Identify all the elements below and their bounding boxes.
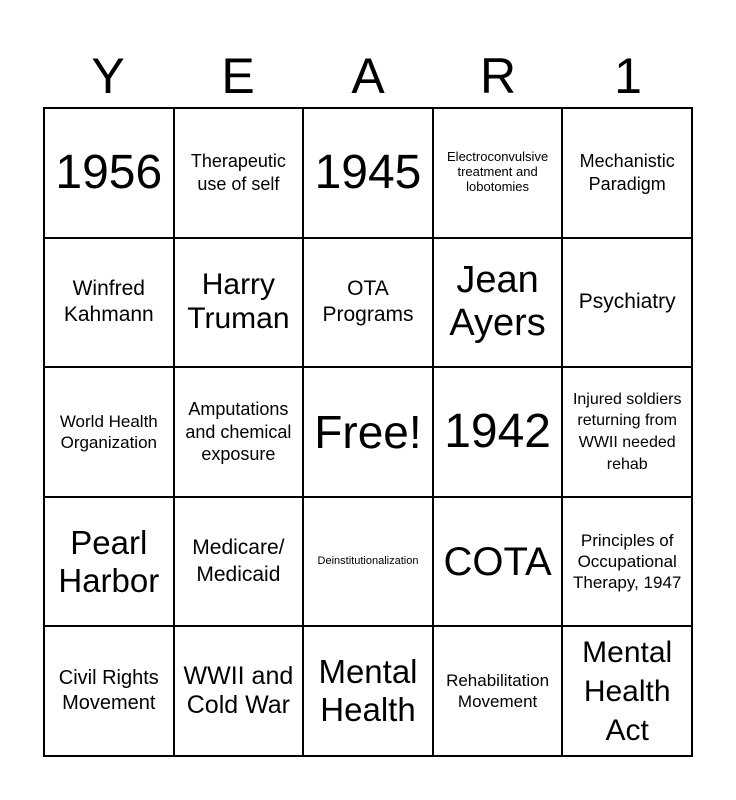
cell-text: Psychiatry [578, 290, 676, 314]
cell-text: Amputations and chemical exposure [185, 399, 292, 465]
bingo-cell-r5c4[interactable] [433, 626, 563, 756]
bingo-cell-r5c3[interactable] [303, 626, 433, 756]
bingo-header [43, 48, 693, 103]
bingo-board [43, 107, 693, 757]
cell-text: Free! [314, 405, 422, 458]
cell-text: Electroconvulsive treatment and lobotomies [447, 149, 549, 195]
cell-text: World Health Organization [59, 411, 158, 452]
bingo-cell-r5c2[interactable] [174, 626, 304, 756]
cell-text: 1956 [55, 146, 163, 200]
bingo-cell-r4c4[interactable] [433, 497, 563, 627]
bingo-cell-r3c5[interactable] [562, 367, 692, 497]
cell-text: Mental Health [318, 653, 418, 729]
header-letter-a: A [351, 47, 385, 104]
bingo-cell-r2c1[interactable] [44, 238, 174, 368]
cell-text: Harry Truman [187, 267, 290, 336]
bingo-cell-r1c2[interactable] [174, 108, 304, 238]
header-letter-r: R [479, 47, 517, 104]
header-letter-1: 1 [614, 47, 642, 104]
bingo-cell-r4c3[interactable] [303, 497, 433, 627]
cell-text: Jean Ayers [449, 258, 546, 345]
bingo-cell-r5c1[interactable] [44, 626, 174, 756]
bingo-cell-r1c5[interactable] [562, 108, 692, 238]
cell-text: Civil Rights Movement [58, 667, 159, 715]
cell-text: Therapeutic use of self [190, 151, 286, 194]
header-letter-y: Y [91, 47, 125, 104]
cell-text: WWII and Cold War [183, 662, 294, 720]
bingo-cell-r4c5[interactable] [562, 497, 692, 627]
cell-text: Injured soldiers returning from WWII needed rehab [572, 390, 682, 473]
bingo-cell-r3c2[interactable] [174, 367, 304, 497]
header-letter-e: E [221, 47, 255, 104]
bingo-cell-r2c3[interactable] [303, 238, 433, 368]
bingo-cell-r3c1[interactable] [44, 367, 174, 497]
bingo-cell-r2c5[interactable] [562, 238, 692, 368]
bingo-cell-r1c4[interactable] [433, 108, 563, 238]
cell-text: Rehabilitation Movement [446, 670, 550, 712]
cell-text: Pearl Harbor [58, 523, 160, 599]
cell-text: 1942 [444, 405, 551, 459]
cell-text: Mechanistic Paradigm [579, 151, 675, 194]
cell-text: COTA [443, 539, 552, 584]
bingo-cell-r1c1[interactable] [44, 108, 174, 238]
bingo-cell-r4c2[interactable] [174, 497, 304, 627]
cell-text: Winfred Kahmann [63, 277, 154, 327]
cell-text: Medicare/ Medicaid [192, 536, 285, 586]
bingo-cell-r2c2[interactable] [174, 238, 304, 368]
free-space-cell[interactable] [303, 367, 433, 497]
bingo-cell-r5c5[interactable] [562, 626, 692, 756]
bingo-cell-r1c3[interactable] [303, 108, 433, 238]
cell-text: Principles of Occupational Therapy, 1947 [573, 530, 682, 593]
cell-text: OTA Programs [322, 277, 414, 327]
cell-text: Deinstitutionalization [317, 555, 419, 568]
bingo-cell-r4c1[interactable] [44, 497, 174, 627]
bingo-cell-r3c4[interactable] [433, 367, 563, 497]
cell-text: 1945 [314, 146, 422, 200]
bingo-cell-r2c4[interactable] [433, 238, 563, 368]
cell-text: Mental Health Act [582, 635, 673, 747]
